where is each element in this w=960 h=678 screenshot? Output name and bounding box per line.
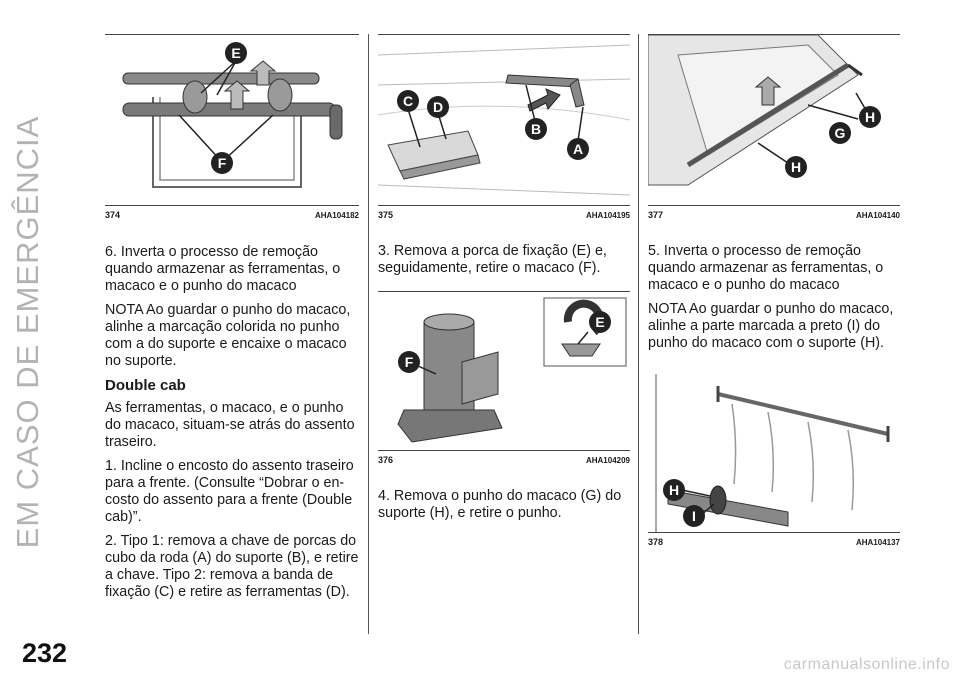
figure-code: AHA104140 (855, 210, 900, 220)
callout-label: D (432, 99, 444, 115)
watermark: carmanualsonline.info (783, 656, 950, 673)
column-2 (378, 34, 630, 529)
figure-number: 374 (105, 210, 121, 220)
callout-label: C (402, 93, 414, 109)
jack-handle-bracket-illustration (648, 35, 900, 205)
callout-label: H (668, 482, 680, 498)
figure-caption (105, 205, 359, 221)
jack-illustration (378, 292, 630, 450)
figure-377 (648, 34, 900, 221)
instruction-step-1: 1. Incline o encosto do assento traseiro para a frente. (Consulte “Dobrar o en-costo do assento para a frente (Double cab)”. (105, 458, 354, 525)
jack-handle-alignment-illustration (648, 364, 900, 532)
callout-label: B (530, 121, 542, 137)
instruction-step-3: 3. Remova a porca de fixação (E) e, seguidamente, retire o macaco (F). (378, 243, 607, 276)
callout-label: G (834, 125, 846, 141)
note-paragraph: NOTA Ao guardar o punho do macaco, alinhe a parte marcada a preto (I) do punho do macaco com o suporte (H). (648, 301, 894, 351)
section-heading: Double cab (105, 377, 186, 394)
figure-number: 375 (378, 210, 394, 220)
chapter-side-title: EM CASO DE EMERGÊNCIA (10, 115, 45, 549)
callout-label: H (790, 159, 802, 175)
instruction-step-2: 2. Tipo 1: remova a chave de porcas do cubo da roda (A) do suporte (B), e retire a chave. Tipo 2: remova a banda de fixação (C) e retire as ferramentas (D). (105, 533, 359, 600)
callout-label: H (864, 109, 876, 125)
callout-label: F (404, 354, 414, 370)
rear-seat-tools-illustration (378, 35, 630, 205)
figure-caption (378, 450, 630, 466)
callout-label: E (595, 314, 605, 330)
figure-code: AHA104182 (314, 210, 359, 220)
figure-375 (378, 34, 630, 221)
figure-caption (648, 532, 900, 548)
figure-code: AHA104137 (855, 537, 900, 547)
tool-holder-illustration (105, 35, 359, 205)
callout-label: F (217, 155, 227, 171)
figure-376 (378, 291, 630, 466)
note-paragraph: NOTA Ao guardar o punho do macaco, alinhe a marcação colorida no punho com a do suporte e encaixe o macaco no suporte. (105, 302, 351, 369)
instruction-step-4: 4. Remova o punho do macaco (G) do suporte (H), e retire o punho. (378, 488, 622, 521)
callout-label: A (572, 141, 584, 157)
paragraph: As ferramentas, o macaco, e o punho do macaco, situam-se atrás do assento traseiro. (105, 400, 355, 450)
callout-label: E (231, 45, 241, 61)
figure-number: 378 (648, 537, 664, 547)
figure-374 (105, 34, 359, 221)
figure-code: AHA104209 (585, 455, 630, 465)
column-divider (368, 34, 369, 634)
figure-number: 376 (378, 455, 394, 465)
column-1 (105, 34, 359, 608)
instruction-step-5: 5. Inverta o processo de remoção quando armazenar as ferramentas, o macaco e o punho do macaco (648, 243, 884, 293)
instruction-step-6: 6. Inverta o processo de remoção quando armazenar as ferramentas, o macaco e o punho do macaco (105, 244, 341, 294)
page-number: 232 (22, 638, 68, 668)
column-3 (648, 34, 900, 548)
callout-label: I (692, 508, 696, 524)
figure-caption (648, 205, 900, 221)
figure-code: AHA104195 (585, 210, 630, 220)
column-divider (638, 34, 639, 634)
figure-caption (378, 205, 630, 221)
figure-378 (648, 364, 900, 548)
figure-number: 377 (648, 210, 664, 220)
